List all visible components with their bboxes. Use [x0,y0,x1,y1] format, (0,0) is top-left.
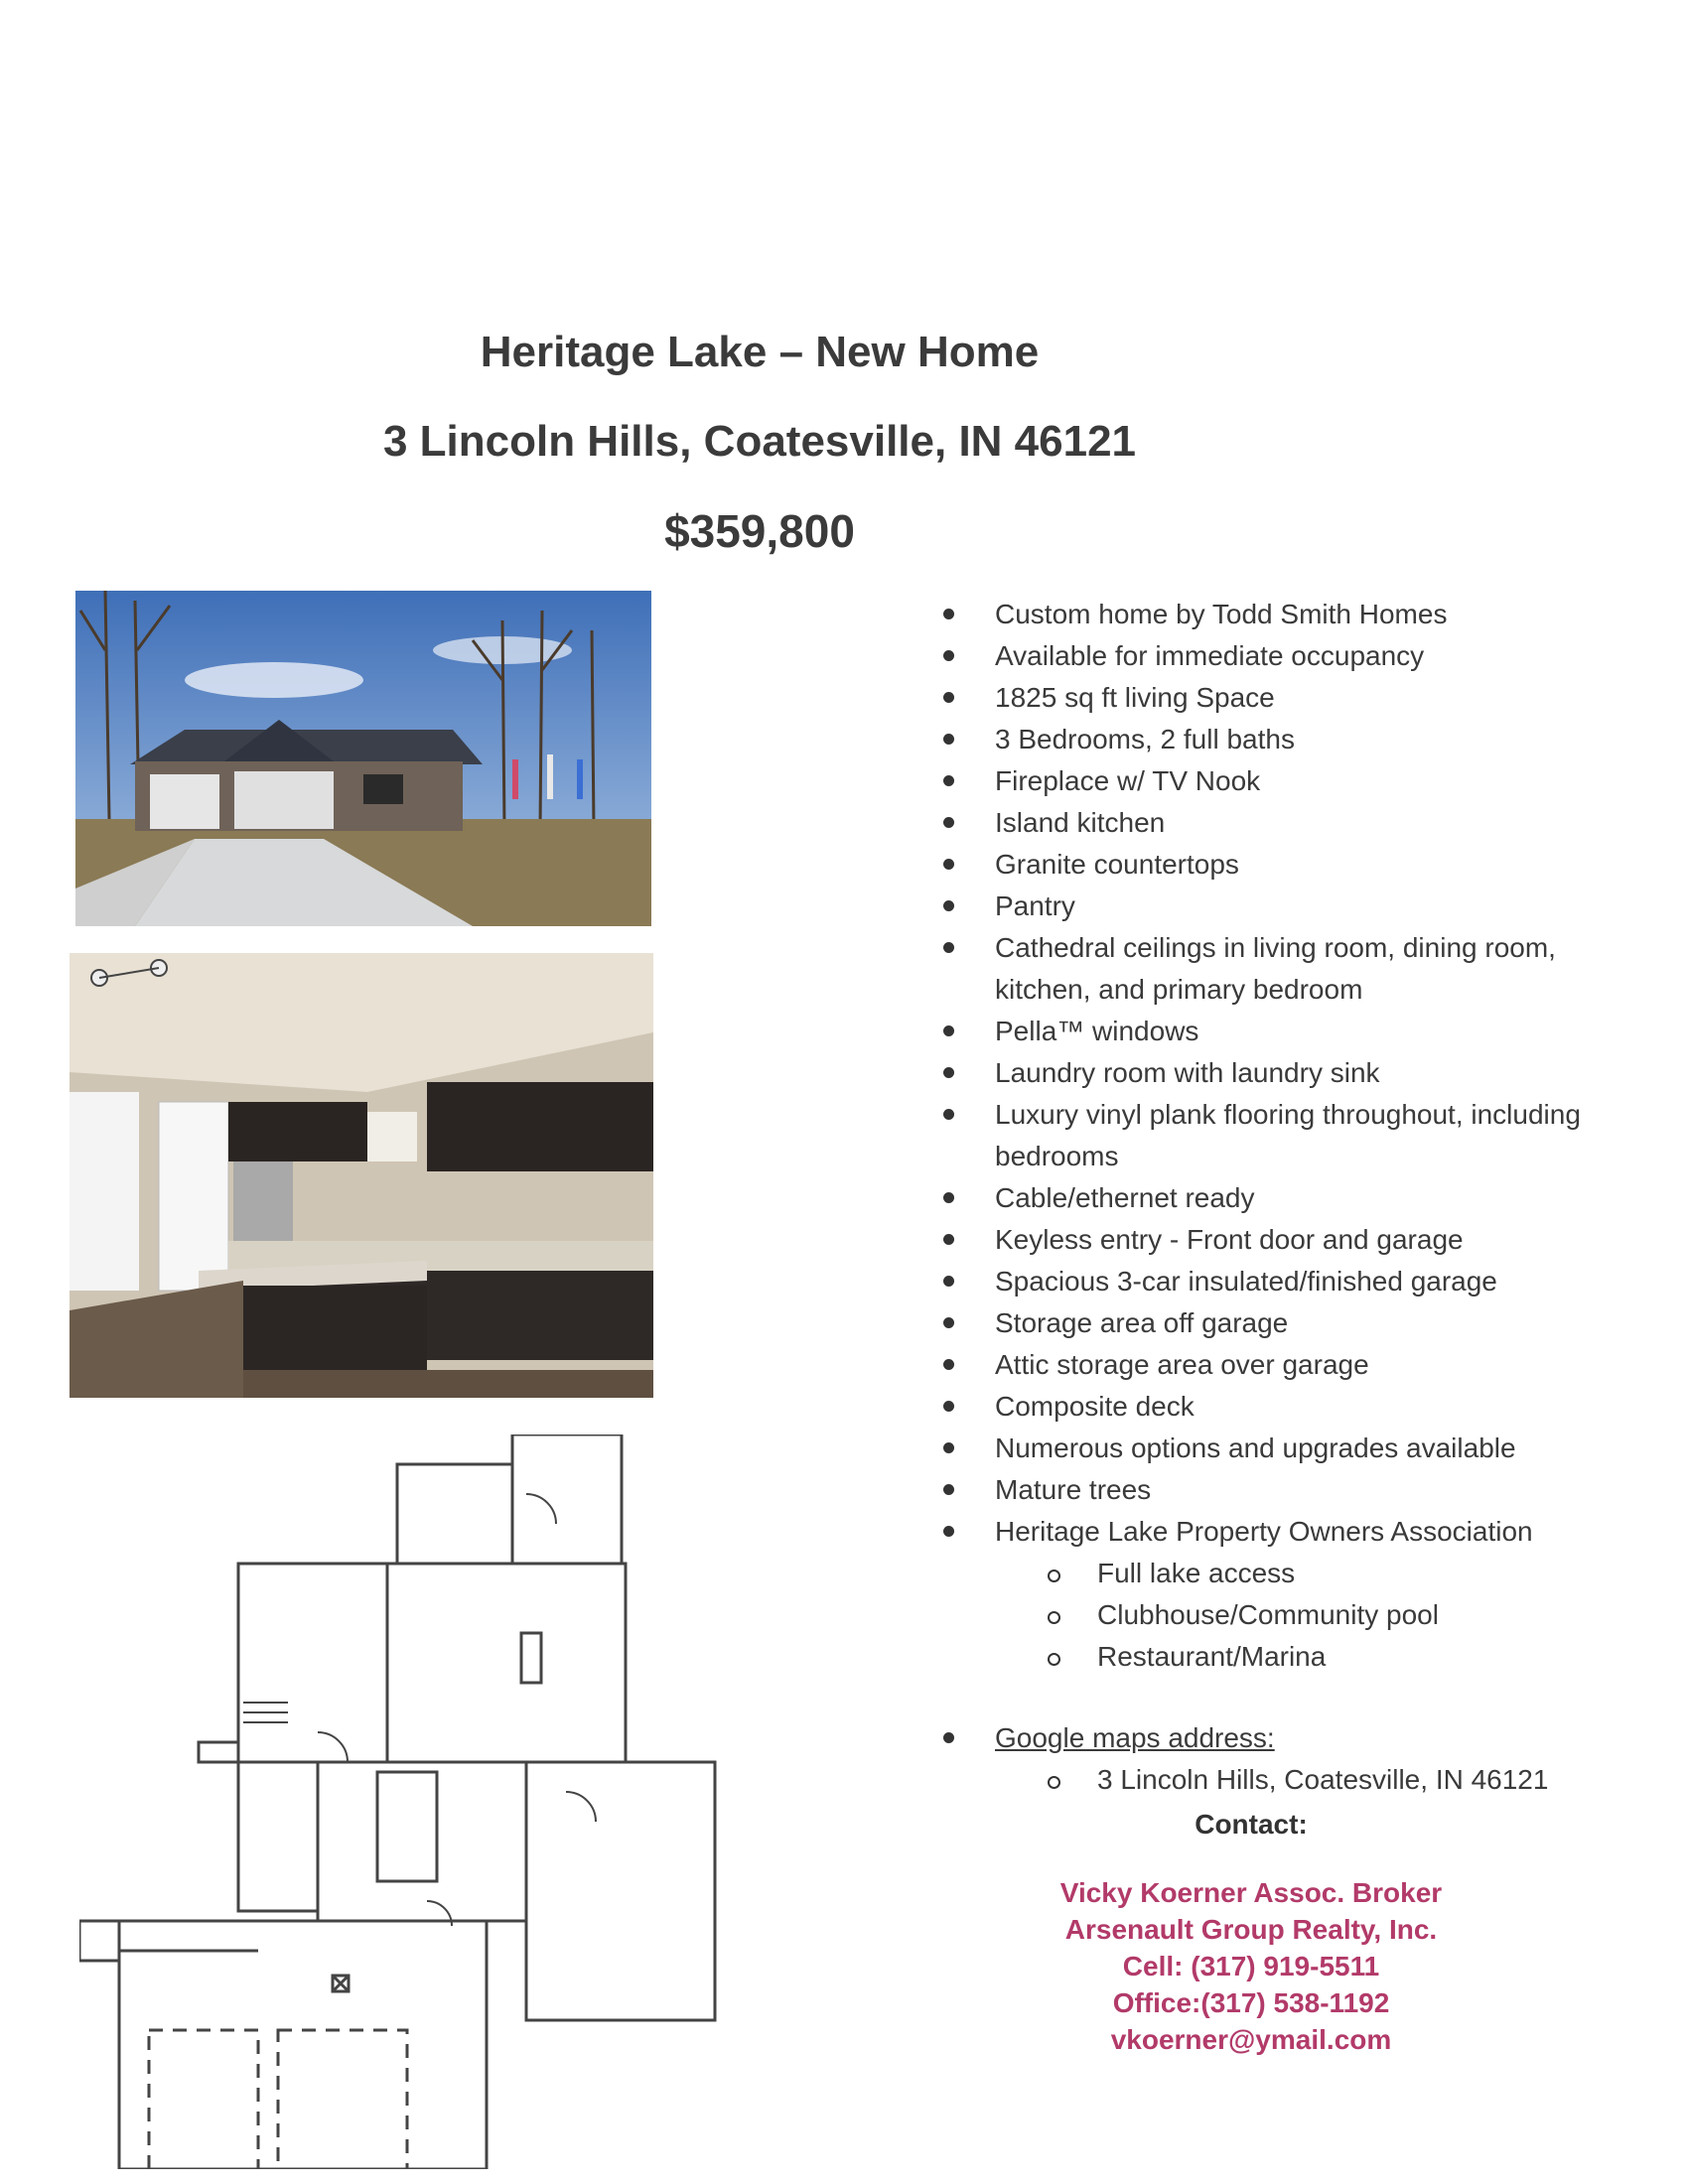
house-exterior-photo [75,591,651,926]
contact-name: Vicky Koerner Assoc. Broker [1059,1877,1443,1908]
contact-heading: Contact: [1195,1809,1308,1840]
feature-item: Pella™ windows [943,1011,1638,1052]
feature-item: Custom home by Todd Smith Homes [943,594,1638,635]
maps-item [943,1717,1638,1759]
maps-label: Google maps address: [995,1722,1275,1753]
property-price: $359,800 [664,505,855,557]
feature-item: Heritage Lake Property Owners Association [943,1511,1638,1553]
association-item: Full lake access [943,1553,1638,1594]
feature-item: Granite countertops [943,844,1638,886]
maps-address: 3 Lincoln Hills, Coatesville, IN 46121 [943,1759,1638,1801]
feature-item: Laundry room with laundry sink [943,1052,1638,1094]
feature-item: Mature trees [943,1469,1638,1511]
feature-item: Island kitchen [943,802,1638,844]
contact-cell: Cell: (317) 919-5511 [1122,1951,1380,1981]
feature-item: Cathedral ceilings in living room, dining room, kitchen, and primary bedroom [943,927,1638,1011]
feature-item: Storage area off garage [943,1302,1638,1344]
contact-company: Arsenault Group Realty, Inc. [1064,1914,1438,1945]
feature-item: Composite deck [943,1386,1638,1428]
association-item: Clubhouse/Community pool [943,1594,1638,1636]
floor-plan-drawing [79,1434,735,2169]
feature-item: Keyless entry - Front door and garage [943,1219,1638,1261]
feature-item: Cable/ethernet ready [943,1177,1638,1219]
feature-item: Spacious 3-car insulated/finished garage [943,1261,1638,1302]
contact-block [1003,1874,1499,2058]
list-spacer [943,1678,1638,1717]
feature-item: Pantry [943,886,1638,927]
feature-item: Luxury vinyl plank flooring throughout, including bedrooms [943,1094,1638,1177]
contact-email: vkoerner@ymail.com [1110,2024,1392,2055]
association-item: Restaurant/Marina [943,1636,1638,1678]
page-title: Heritage Lake – New Home [480,328,1040,376]
feature-item: Fireplace w/ TV Nook [943,760,1638,802]
feature-item: 1825 sq ft living Space [943,677,1638,719]
feature-list [943,594,1638,1801]
property-address: 3 Lincoln Hills, Coatesville, IN 46121 [382,417,1137,466]
features-section [943,594,1638,1801]
feature-item: Numerous options and upgrades available [943,1428,1638,1469]
feature-item: 3 Bedrooms, 2 full baths [943,719,1638,760]
contact-office: Office:(317) 538-1192 [1112,1987,1390,2018]
kitchen-interior-photo [70,953,653,1398]
feature-item: Attic storage area over garage [943,1344,1638,1386]
feature-item: Available for immediate occupancy [943,635,1638,677]
